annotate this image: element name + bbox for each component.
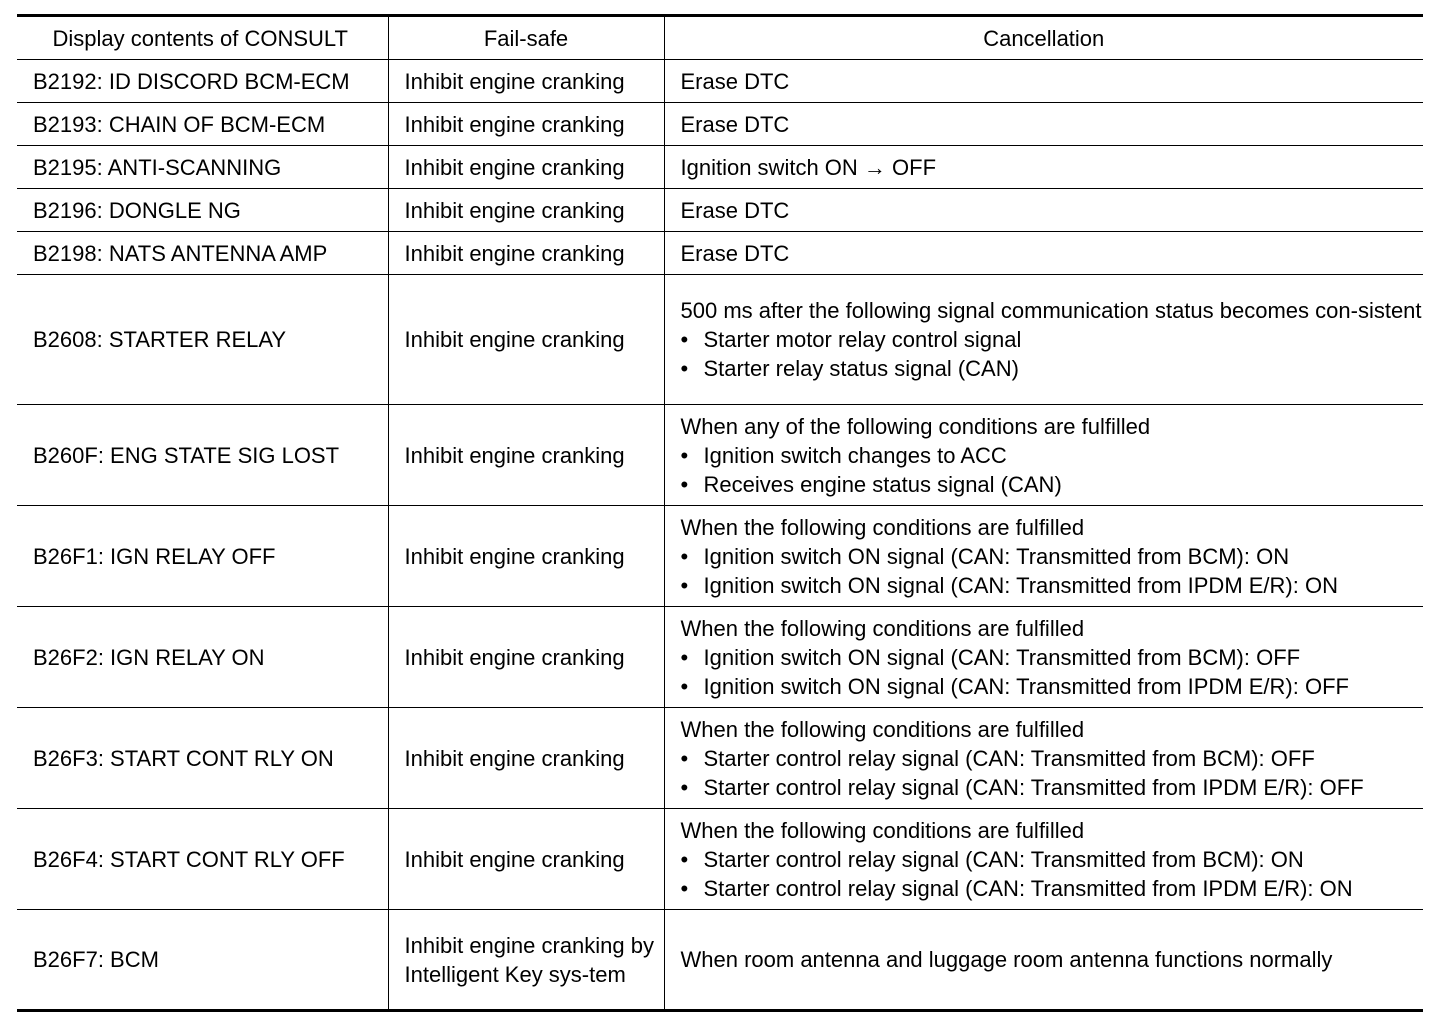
condition-list bbox=[681, 845, 1424, 903]
fail-safe-cell: Inhibit engine cranking bbox=[388, 708, 664, 809]
display-contents-cell: B2198: NATS ANTENNA AMP bbox=[17, 232, 388, 275]
condition-text: Starter control relay signal (CAN: Transmitted from BCM): OFF bbox=[703, 745, 1315, 771]
condition-item bbox=[681, 643, 1424, 672]
display-contents-cell: B2195: ANTI-SCANNING bbox=[17, 146, 388, 189]
cancellation-cell bbox=[664, 809, 1423, 910]
cancellation-text: When the following conditions are fulfilled bbox=[680, 514, 1085, 540]
condition-text: Ignition switch ON signal (CAN: Transmitted from BCM): ON bbox=[703, 543, 1290, 569]
display-contents-cell: B26F1: IGN RELAY OFF bbox=[17, 506, 388, 607]
display-contents-cell: B2192: ID DISCORD BCM-ECM bbox=[17, 60, 388, 103]
table-row bbox=[17, 146, 1423, 189]
condition-item bbox=[681, 773, 1424, 802]
condition-item bbox=[681, 845, 1424, 874]
cancellation-text: When any of the following conditions are fulfilled bbox=[680, 413, 1151, 439]
cancellation-text: Erase DTC bbox=[680, 240, 790, 266]
condition-text: Ignition switch ON signal (CAN: Transmitted from IPDM E/R): ON bbox=[703, 572, 1338, 598]
cancellation-cell bbox=[664, 607, 1423, 708]
condition-list bbox=[681, 643, 1424, 701]
cancellation-text: When the following conditions are fulfilled bbox=[680, 716, 1085, 742]
fail-safe-cell: Inhibit engine cranking bbox=[388, 607, 664, 708]
fail-safe-cell: Inhibit engine cranking bbox=[388, 103, 664, 146]
cancellation-cell bbox=[664, 708, 1423, 809]
header-cancellation: Cancellation bbox=[664, 16, 1423, 60]
cancellation-text: When the following conditions are fulfilled bbox=[680, 817, 1085, 843]
display-contents-cell: B2196: DONGLE NG bbox=[17, 189, 388, 232]
display-contents-cell: B2193: CHAIN OF BCM-ECM bbox=[17, 103, 388, 146]
display-contents-cell: B26F7: BCM bbox=[17, 910, 388, 1011]
condition-item bbox=[681, 441, 1424, 470]
condition-item bbox=[681, 470, 1424, 499]
condition-item bbox=[681, 744, 1424, 773]
cancellation-cell bbox=[664, 910, 1423, 1011]
cancellation-text: 500 ms after the following signal communication status becomes con-sistent bbox=[680, 298, 1422, 323]
display-contents-cell: B2608: STARTER RELAY bbox=[17, 275, 388, 405]
condition-item bbox=[681, 354, 1424, 383]
fail-safe-cell: Inhibit engine cranking bbox=[388, 189, 664, 232]
bullet-icon: • bbox=[680, 327, 689, 352]
bullet-icon: • bbox=[680, 356, 689, 381]
table-row bbox=[17, 60, 1423, 103]
table-row bbox=[17, 275, 1423, 405]
condition-text: Starter relay status signal (CAN) bbox=[703, 356, 1019, 381]
fail-safe-cell: Inhibit engine cranking bbox=[388, 506, 664, 607]
display-contents-cell: B260F: ENG STATE SIG LOST bbox=[17, 405, 388, 506]
condition-item bbox=[681, 672, 1424, 701]
fail-safe-cell: Inhibit engine cranking bbox=[388, 809, 664, 910]
table-row bbox=[17, 232, 1423, 275]
condition-list bbox=[681, 744, 1424, 802]
bullet-icon: • bbox=[680, 543, 689, 569]
bullet-icon: • bbox=[680, 745, 689, 771]
bullet-icon: • bbox=[680, 875, 689, 901]
bullet-icon: • bbox=[680, 644, 689, 670]
cancellation-cell bbox=[664, 189, 1423, 232]
fail-safe-cell: Inhibit engine cranking by Intelligent Key sys-tem bbox=[388, 910, 664, 1011]
cancellation-cell bbox=[664, 506, 1423, 607]
fail-safe-cell: Inhibit engine cranking bbox=[388, 275, 664, 405]
condition-item bbox=[681, 571, 1424, 600]
table-row bbox=[17, 910, 1423, 1011]
display-contents-cell: B26F2: IGN RELAY ON bbox=[17, 607, 388, 708]
table-row bbox=[17, 607, 1423, 708]
cancellation-text: Erase DTC bbox=[680, 111, 790, 137]
display-contents-cell: B26F4: START CONT RLY OFF bbox=[17, 809, 388, 910]
bullet-icon: • bbox=[680, 846, 689, 872]
bullet-icon: • bbox=[680, 471, 689, 497]
fail-safe-cell: Inhibit engine cranking bbox=[388, 232, 664, 275]
table-row bbox=[17, 809, 1423, 910]
table-row bbox=[17, 103, 1423, 146]
failsafe-table bbox=[17, 14, 1423, 1012]
table-row bbox=[17, 708, 1423, 809]
table-row bbox=[17, 189, 1423, 232]
cancellation-text: When room antenna and luggage room antenna functions normally bbox=[680, 947, 1333, 972]
condition-text: Starter control relay signal (CAN: Transmitted from BCM): ON bbox=[703, 846, 1304, 872]
condition-item bbox=[681, 874, 1424, 903]
condition-text: Ignition switch ON signal (CAN: Transmitted from IPDM E/R): OFF bbox=[703, 673, 1349, 699]
condition-text: Receives engine status signal (CAN) bbox=[703, 471, 1062, 497]
condition-text: Ignition switch ON signal (CAN: Transmitted from BCM): OFF bbox=[703, 644, 1301, 670]
condition-item bbox=[681, 542, 1424, 571]
condition-list bbox=[681, 441, 1424, 499]
condition-text: Starter control relay signal (CAN: Transmitted from IPDM E/R): ON bbox=[703, 875, 1353, 901]
cancellation-text: Erase DTC bbox=[680, 68, 790, 94]
header-fail-safe: Fail-safe bbox=[388, 16, 664, 60]
condition-text: Ignition switch changes to ACC bbox=[703, 442, 1007, 468]
condition-list bbox=[681, 325, 1424, 383]
cancellation-text: Ignition switch ON → OFF bbox=[680, 154, 937, 180]
table-row bbox=[17, 405, 1423, 506]
condition-text: Starter control relay signal (CAN: Transmitted from IPDM E/R): OFF bbox=[703, 774, 1364, 800]
bullet-icon: • bbox=[680, 572, 689, 598]
header-display-contents: Display contents of CONSULT bbox=[17, 16, 388, 60]
cancellation-cell bbox=[664, 60, 1423, 103]
cancellation-text: When the following conditions are fulfilled bbox=[680, 615, 1085, 641]
cancellation-text: Erase DTC bbox=[680, 197, 790, 223]
condition-text: Starter motor relay control signal bbox=[703, 327, 1022, 352]
bullet-icon: • bbox=[680, 442, 689, 468]
fail-safe-cell: Inhibit engine cranking bbox=[388, 146, 664, 189]
bullet-icon: • bbox=[680, 774, 689, 800]
display-contents-cell: B26F3: START CONT RLY ON bbox=[17, 708, 388, 809]
bullet-icon: • bbox=[680, 673, 689, 699]
cancellation-cell bbox=[664, 146, 1423, 189]
cancellation-cell bbox=[664, 232, 1423, 275]
fail-safe-cell: Inhibit engine cranking bbox=[388, 60, 664, 103]
condition-list bbox=[681, 542, 1424, 600]
fail-safe-cell: Inhibit engine cranking bbox=[388, 405, 664, 506]
table-body bbox=[17, 60, 1423, 1011]
cancellation-cell bbox=[664, 405, 1423, 506]
table-row bbox=[17, 506, 1423, 607]
cancellation-cell bbox=[664, 275, 1423, 405]
cancellation-cell bbox=[664, 103, 1423, 146]
condition-item bbox=[681, 325, 1424, 354]
table-header bbox=[17, 16, 1423, 60]
header-row bbox=[17, 16, 1423, 60]
